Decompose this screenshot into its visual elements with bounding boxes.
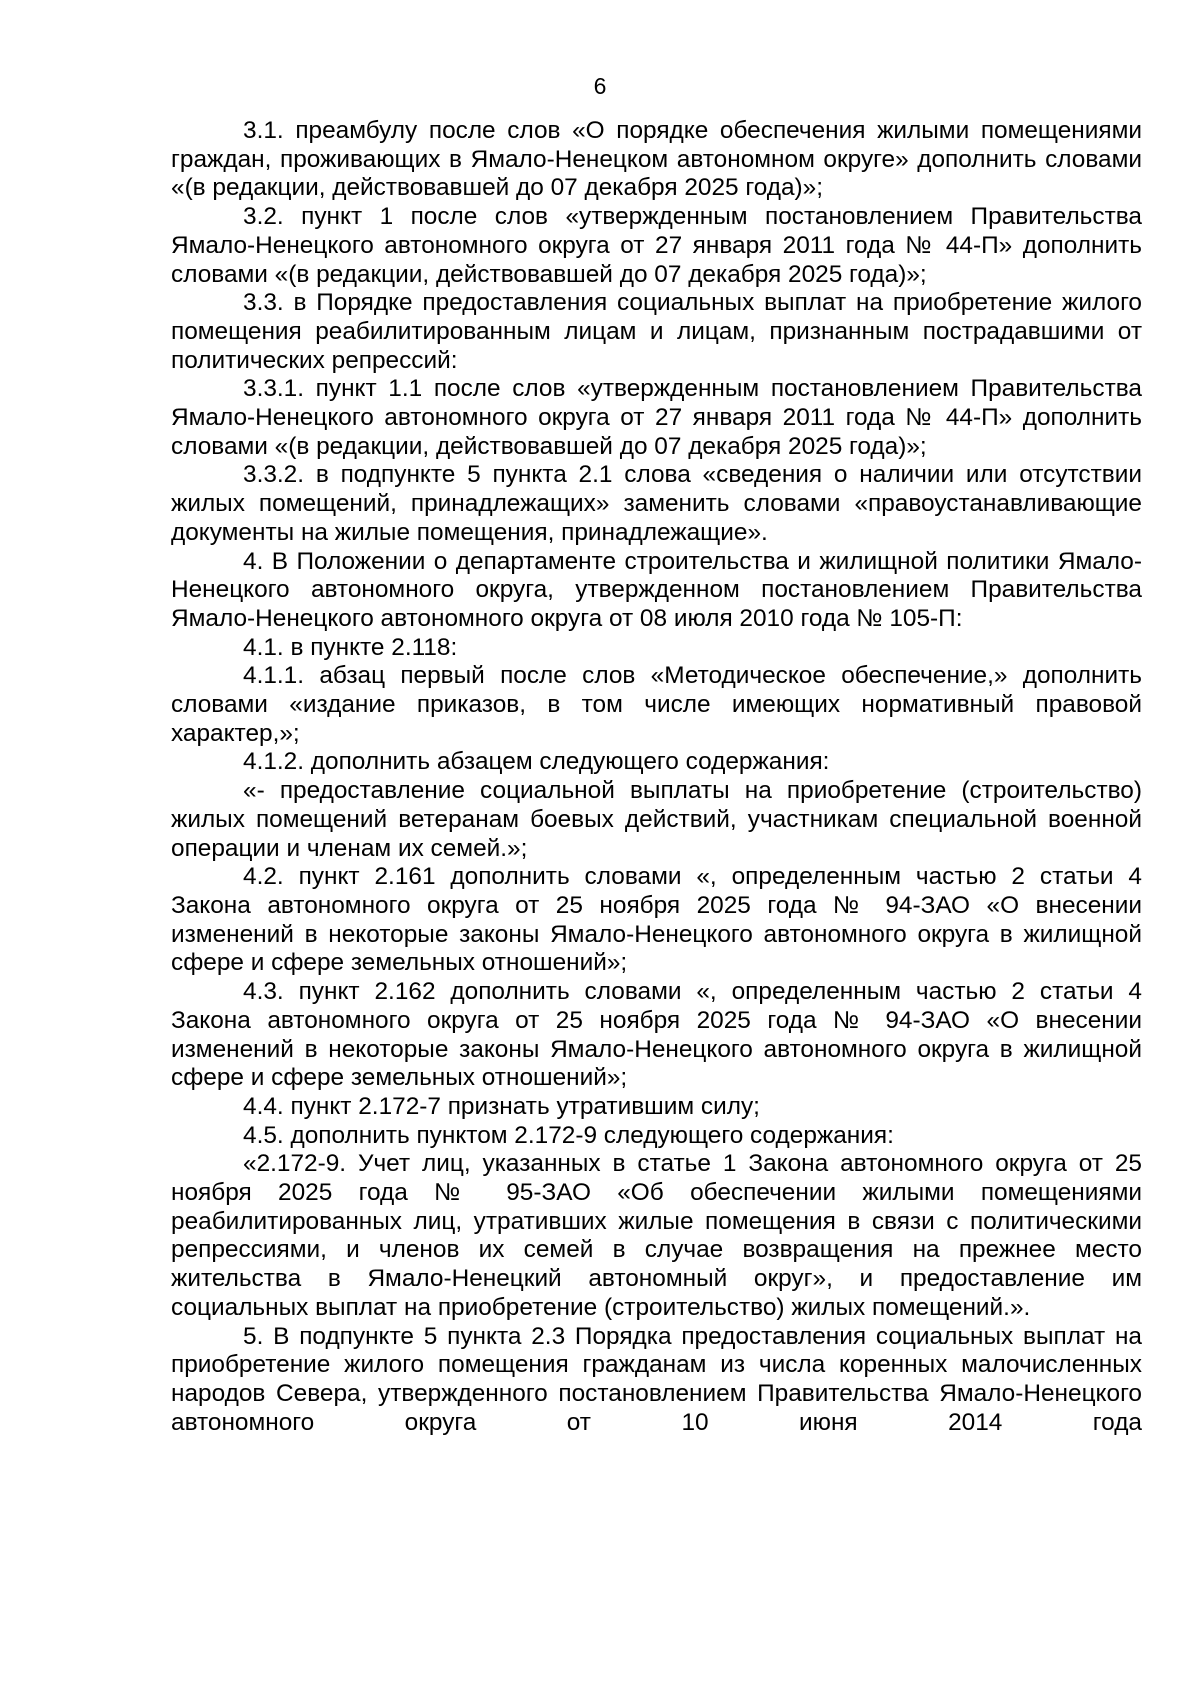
paragraph-4-1-2: 4.1.2. дополнить абзацем следующего содержания: (243, 748, 830, 776)
paragraph-4: 4. В Положении о департаменте строительства и жилищной политики Ямало-Ненецкого автономного округа, утвержденном постановлением Правительства Ямало-Ненецкого автономного округа от 08 июля 2010 года № 105-П: (171, 547, 1142, 632)
paragraph-4-1: 4.1. в пункте 2.118: (243, 633, 458, 661)
paragraph-4-3: 4.3. пункт 2.162 дополнить словами «, определенным частью 2 статьи 4 Закона автономного округа от 25 ноября 2025 года № 94-ЗАО «О внесении изменений в некоторые законы Ямало-Ненецкого автономного округа в жилищной сфере и сфере земельных отношений»; (171, 978, 1142, 1092)
paragraph-4-1-1: 4.1.1. абзац первый после слов «Методическое обеспечение,» дополнить словами «издание приказов, в том числе имеющих нормативный правовой характер,»; (171, 662, 1142, 747)
paragraph-5: 5. В подпункте 5 пункта 2.3 Порядка предоставления социальных выплат на приобретение жилого помещения гражданам из числа коренных малочисленных народов Севера, утвержденного постановлением Правительства Ямало-Ненецкого автономного округа от 10 июня 2014 года (171, 1322, 1142, 1436)
paragraph-3-3: 3.3. в Порядке предоставления социальных выплат на приобретение жилого помещения реабилитированным лицам и лицам, признанным пострадавшими от политических репрессий: (171, 289, 1142, 374)
document-body (171, 117, 1142, 1437)
paragraph-4-1-2-quote: «- предоставление социальной выплаты на приобретение (строительство) жилых помещений ветеранам боевых действий, участникам специальной военной операции и членам их семей.»; (171, 777, 1142, 862)
paragraph-4-2: 4.2. пункт 2.161 дополнить словами «, определенным частью 2 статьи 4 Закона автономного округа от 25 ноября 2025 года № 94-ЗАО «О внесении изменений в некоторые законы Ямало-Ненецкого автономного округа в жилищной сфере и сфере земельных отношений»; (171, 863, 1142, 977)
paragraph-4-5: 4.5. дополнить пунктом 2.172-9 следующего содержания: (243, 1121, 894, 1149)
paragraph-3-3-1: 3.3.1. пункт 1.1 после слов «утвержденным постановлением Правительства Ямало-Ненецкого автономного округа от 27 января 2011 года № 44-П» дополнить словами «(в редакции, действовавшей до 07 декабря 2025 года)»; (171, 375, 1142, 460)
page-number: 6 (593, 73, 607, 99)
paragraph-3-2: 3.2. пункт 1 после слов «утвержденным постановлением Правительства Ямало-Ненецкого автономного округа от 27 января 2011 года № 44-П» дополнить словами «(в редакции, действовавшей до 07 декабря 2025 года)»; (171, 203, 1142, 288)
paragraph-4-5-quote: «2.172-9. Учет лиц, указанных в статье 1 Закона автономного округа от 25 ноября 2025 года № 95-ЗАО «Об обеспечении жилыми помещениями реабилитированных лиц, утративших жилые помещения в связи с политическими репрессиями, и членов их семей в случае возвращения на прежнее место жительства в Ямало-Ненецкий автономный округ», и предоставление им социальных выплат на приобретение (строительство) жилых помещений.». (171, 1150, 1142, 1321)
paragraph-3-1: 3.1. преамбулу после слов «О порядке обеспечения жилыми помещениями граждан, проживающих в Ямало-Ненецком автономном округе» дополнить словами «(в редакции, действовавшей до 07 декабря 2025 года)»; (171, 117, 1142, 202)
paragraph-3-3-2: 3.3.2. в подпункте 5 пункта 2.1 слова «сведения о наличии или отсутствии жилых помещений, принадлежащих» заменить словами «правоустанавливающие документы на жилые помещения, принадлежащие». (171, 461, 1142, 546)
paragraph-4-4: 4.4. пункт 2.172-7 признать утратившим силу; (243, 1092, 760, 1120)
